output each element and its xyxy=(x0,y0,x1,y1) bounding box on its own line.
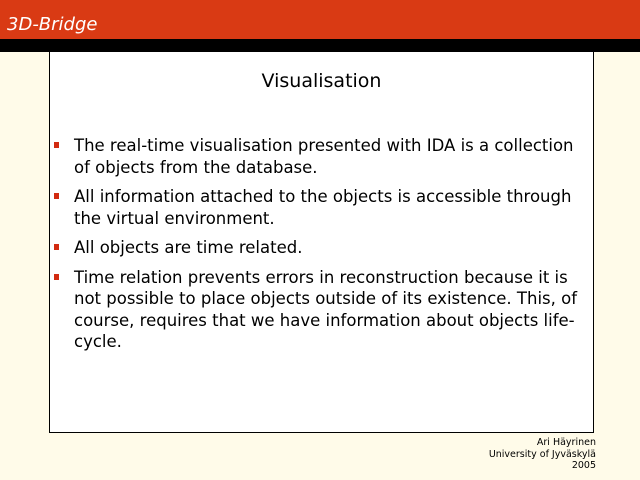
slide-title: Visualisation xyxy=(261,70,382,92)
footer-institution: University of Jyväskylä xyxy=(488,448,596,460)
footer-year: 2005 xyxy=(571,460,596,471)
bullet-item xyxy=(74,186,589,229)
presentation-title: 3D-Bridge xyxy=(7,14,98,35)
bullet-text: Time relation prevents errors in reconstruction because it is not possible to place objects outside of its existence. This, of course, requires that we have information about objects life-cycle. xyxy=(74,267,578,351)
bullet-item xyxy=(74,267,589,353)
bullet-marker-icon xyxy=(54,193,59,199)
footer-author: Ari Häyrinen xyxy=(536,437,596,448)
bullet-marker-icon xyxy=(54,142,59,148)
slide-content-frame xyxy=(49,51,594,433)
bullet-marker-icon xyxy=(54,244,59,250)
bullet-list xyxy=(74,135,589,361)
bullet-text: All objects are time related. xyxy=(74,238,303,257)
bullet-marker-icon xyxy=(54,274,59,280)
bullet-text: All information attached to the objects is accessible through the virtual environment. xyxy=(74,187,572,228)
header-bar xyxy=(0,0,640,39)
bullet-text: The real-time visualisation presented with IDA is a collection of objects from the database. xyxy=(74,136,574,177)
bullet-item xyxy=(74,135,589,178)
bullet-item xyxy=(74,237,589,259)
footer-credits xyxy=(489,437,596,472)
